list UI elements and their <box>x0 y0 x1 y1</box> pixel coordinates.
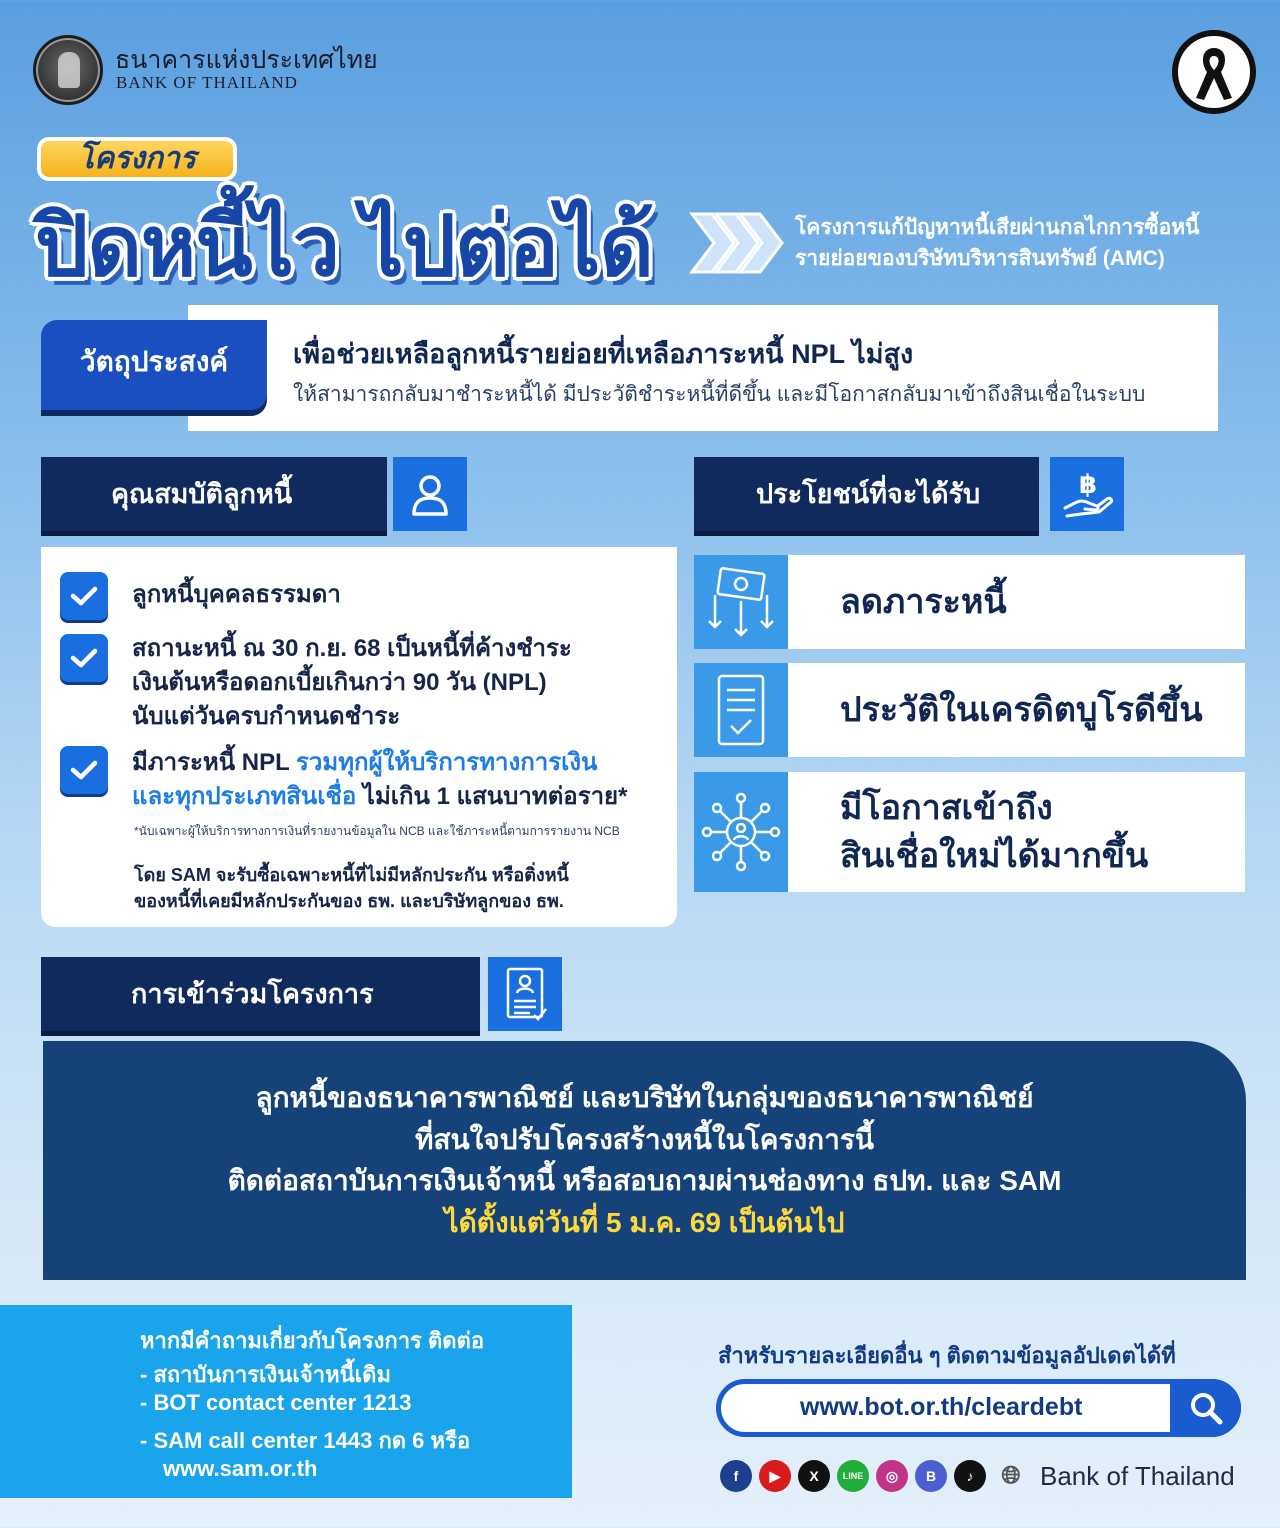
sam-condition-line2: ของหนี้ที่เคยมีหลักประกันของ ธพ. และบริษัทลูกของ ธพ. <box>134 891 564 911</box>
benefit-new-credit-access <box>788 772 1245 892</box>
globe-icon[interactable]: 🌐︎ <box>1001 1462 1021 1489</box>
blockdit-icon[interactable]: B <box>915 1460 947 1492</box>
join-line3: ติดต่อสถาบันการเงินเจ้าหนี้ หรือสอบถามผ่านช่องทาง ธปท. และ SAM <box>227 1165 1062 1196</box>
black-ribbon-icon <box>1190 44 1238 102</box>
search-icon <box>1189 1391 1223 1425</box>
instagram-icon[interactable]: ◎ <box>876 1460 908 1492</box>
faq-item-creditor: - สถาบันการเงินเจ้าหนี้เดิม <box>140 1362 391 1387</box>
title-desc-line1: โครงการแก้ปัญหาหนี้เสียผ่านกลไกการซื้อหนี้ <box>795 216 1200 239</box>
qualifications-heading: คุณสมบัติลูกหนี้ <box>41 457 387 531</box>
objective-line2: ให้สามารถกลับมาชำระหนี้ได้ มีประวัติชำระหนี้ที่ดีขึ้น และมีโอกาสกลับมาเข้าถึงสินเชื่อในระบบ <box>293 383 1146 406</box>
brand-name: Bank of Thailand <box>1040 1461 1235 1491</box>
network-person-icon <box>694 772 788 892</box>
qualification-footnote: *นับเฉพาะผู้ให้บริการทางการเงินที่รายงานข้อมูลใน NCB และใช้ภาระหนี้ตามการรายงาน NCB <box>134 824 620 838</box>
qualification-item-3-highlight1: รวมทุกผู้ให้บริการทางการเงิน <box>296 749 598 776</box>
qualification-item-2-line1: สถานะหนี้ ณ 30 ก.ย. 68 เป็นหนี้ที่ค้างชำระ <box>132 635 572 662</box>
sam-condition <box>134 862 569 914</box>
document-check-icon <box>694 663 788 757</box>
checkbox-icon <box>60 634 108 682</box>
tiktok-icon[interactable]: ♪ <box>954 1460 986 1492</box>
qualification-item-3-highlight2: และทุกประเภทสินเชื่อ <box>132 783 357 810</box>
objective-label: วัตถุประสงค์ <box>41 320 267 410</box>
join-start-date: ได้ตั้งแต่วันที่ 5 ม.ค. 69 เป็นต้นไป <box>444 1207 845 1238</box>
qualification-item-3-prefix: มีภาระหนี้ NPL <box>132 749 297 776</box>
qualification-item-2 <box>132 632 572 734</box>
join-line2: ที่สนใจปรับโครงสร้างหนี้ในโครงการนี้ <box>414 1124 875 1155</box>
money-down-icon <box>694 555 788 649</box>
project-tag: โครงการ <box>37 137 237 181</box>
bot-cleardebt-link[interactable]: www.bot.or.th/cleardebt <box>800 1393 1083 1421</box>
more-info-text: สำหรับรายละเอียดอื่น ๆ ติดตามข้อมูลอัปเดตได้ที่ <box>718 1343 1176 1368</box>
qualification-item-2-line2: เงินต้นหรือดอกเบี้ยเกินกว่า 90 วัน (NPL) <box>132 669 547 696</box>
qualification-item-2-line3: นับแต่วันครบกำหนดชำระ <box>132 703 401 730</box>
svg-text:฿: ฿ <box>1078 470 1098 500</box>
title-description <box>795 212 1255 274</box>
benefits-heading: ประโยชน์ที่จะได้รับ <box>694 457 1039 531</box>
benefit-better-credit-history: ประวัติในเครดิตบูโรดีขึ้น <box>788 663 1245 757</box>
qualification-item-1: ลูกหนี้บุคคลธรรมดา <box>132 581 341 608</box>
bot-logo-seal <box>33 35 103 105</box>
logo-english-name: BANK OF THAILAND <box>116 73 298 92</box>
objective-line1: เพื่อช่วยเหลือลูกหนี้รายย่อยที่เหลือภาระหนี้ NPL ไม่สูง <box>293 339 914 369</box>
benefit-reduce-debt: ลดภาระหนี้ <box>788 555 1245 649</box>
join-heading: การเข้าร่วมโครงการ <box>41 957 480 1031</box>
qualification-item-3-suffix: ไม่เกิน 1 แสนบาทต่อราย* <box>356 783 628 810</box>
person-icon <box>393 457 467 531</box>
line-icon[interactable]: LINE <box>837 1460 869 1492</box>
benefit-new-credit-line1: มีโอกาสเข้าถึง <box>840 789 1053 827</box>
baht-hand-icon <box>1050 457 1124 531</box>
faq-sam-website-link[interactable]: www.sam.or.th <box>163 1456 318 1481</box>
checkbox-icon <box>60 746 108 794</box>
faq-item-sam-call: - SAM call center 1443 กด 6 หรือ <box>140 1428 471 1453</box>
benefit-new-credit-line2: สินเชื่อใหม่ได้มากขึ้น <box>840 837 1149 875</box>
mourning-band <box>1130 0 1280 27</box>
registration-form-icon <box>488 957 562 1031</box>
checkbox-icon <box>60 572 108 620</box>
qualification-item-3 <box>132 746 627 814</box>
chevron-arrows-icon <box>688 208 784 282</box>
title-desc-line2: รายย่อยของบริษัทบริหารสินทรัพย์ (AMC) <box>795 247 1165 270</box>
facebook-icon[interactable]: f <box>720 1460 752 1492</box>
search-button[interactable] <box>1170 1379 1241 1437</box>
x-icon[interactable]: X <box>798 1460 830 1492</box>
mourning-ribbon-badge <box>1172 30 1256 114</box>
faq-item-bot-contact: - BOT contact center 1213 <box>140 1390 412 1415</box>
youtube-icon[interactable]: ▶ <box>759 1460 791 1492</box>
main-title: ปิดหนี้ไว ไปต่อได้ <box>35 199 653 293</box>
sam-condition-line1: โดย SAM จะรับซื้อเฉพาะหนี้ที่ไม่มีหลักประกัน หรือติ่งหนี้ <box>134 865 569 885</box>
logo-thai-name: ธนาคารแห่งประเทศไทย <box>115 45 378 74</box>
faq-title: หากมีคำถามเกี่ยวกับโครงการ ติดต่อ <box>140 1328 485 1353</box>
join-line1: ลูกหนี้ของธนาคารพาณิชย์ และบริษัทในกลุ่มของธนาคารพาณิชย์ <box>255 1082 1034 1113</box>
